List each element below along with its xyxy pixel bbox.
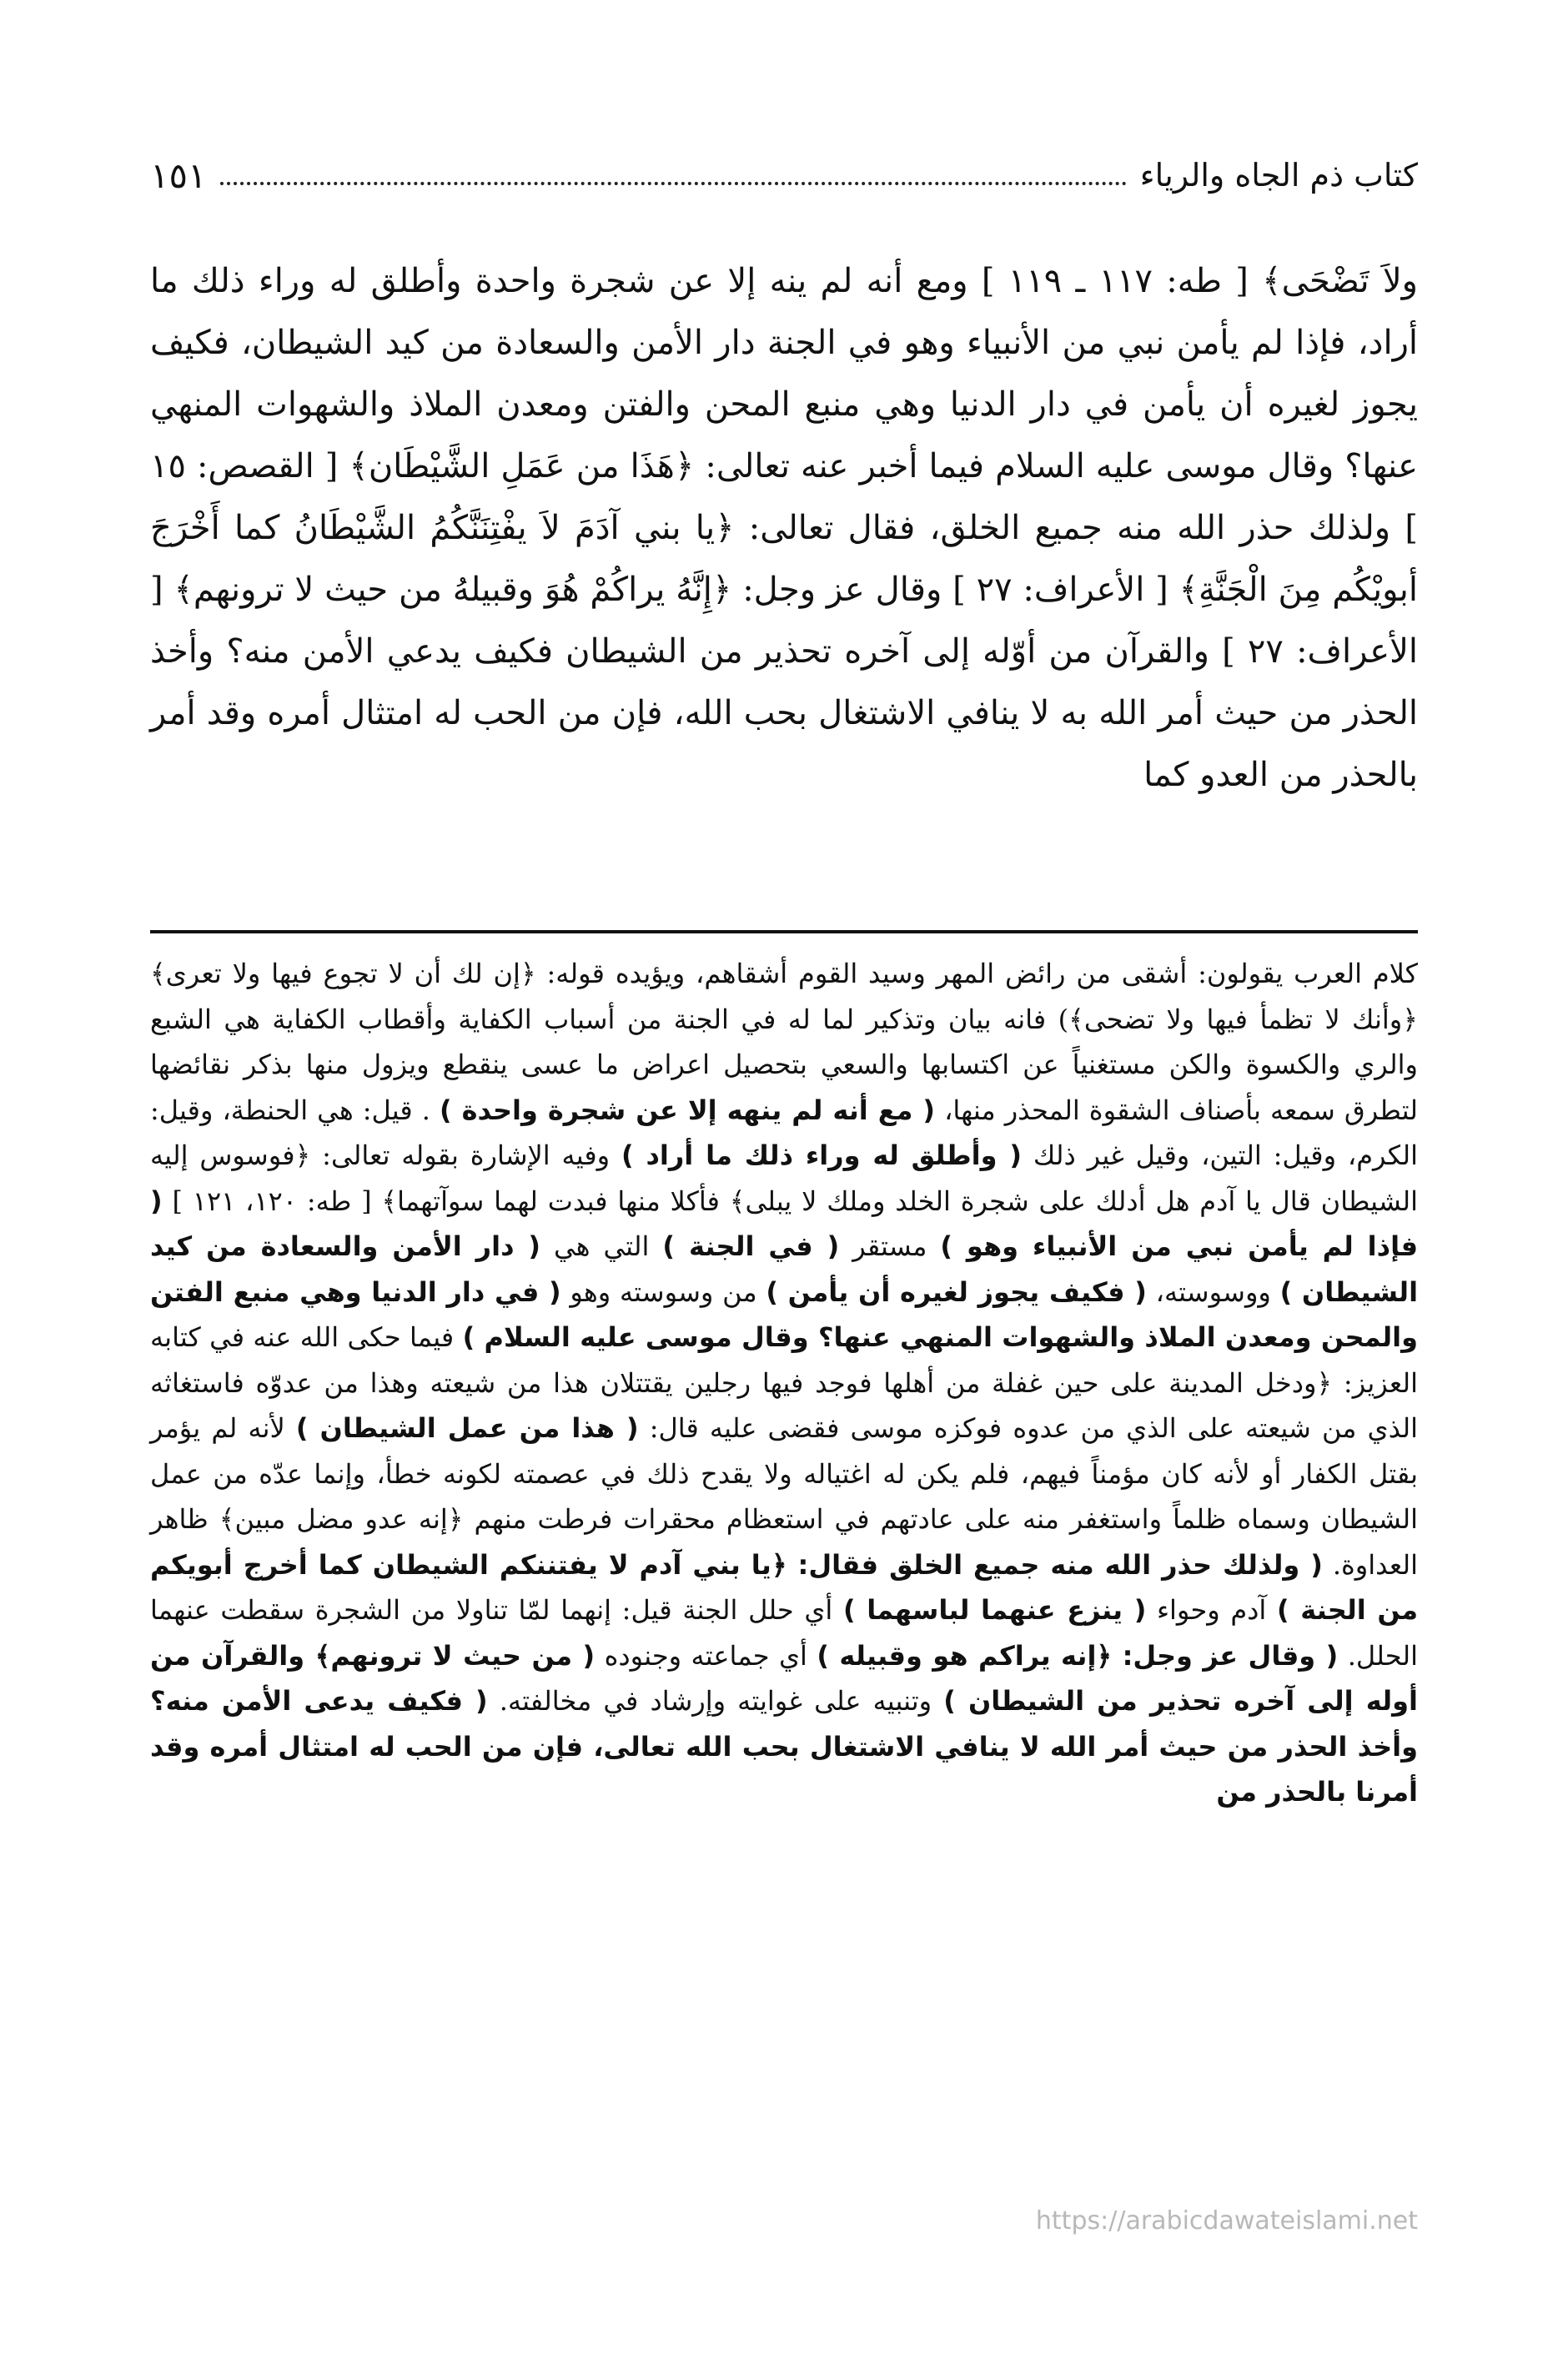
footnote-separator (150, 930, 1418, 933)
quoted-text-segment: ( وأطلق له وراء ذلك ما أراد ) (621, 1139, 1022, 1171)
quoted-text-segment: ( في دار الدنيا وهي منبع الفتن والمحن ومعدن الملاذ والشهوات المنهي عنها؟ وقال موسى عليه السلام ) (150, 1275, 1419, 1353)
quoted-text-segment: ( ينزع عنهما لباسهما ) (843, 1594, 1147, 1626)
quoted-text-segment: ( هذا من عمل الشيطان ) (295, 1412, 639, 1444)
quoted-text-segment: ( ولذلك حذر الله منه جميع الخلق فقال: ﴿يا بني آدم لا يفتننكم الشيطان كما أخرج أبويكم من الجنة ) (150, 1548, 1419, 1626)
quoted-text-segment: ( فإذا لم يأمن نبي من الأنبياء وهو ) (150, 1185, 1419, 1262)
quoted-text-segment: ( فكيف يجوز لغيره أن يأمن ) (766, 1275, 1147, 1308)
commentary-text-segment: التي هي (540, 1230, 663, 1262)
commentary-text-segment: وتنبيه على غوايته وإرشاد في مخالفته. (487, 1685, 944, 1717)
watermark-url: https://arabicdawateislami.net (1035, 2206, 1418, 2236)
commentary-text-segment: مستقر (839, 1230, 941, 1262)
quoted-text-segment: ( من حيث لا ترونهم﴾ والقرآن من أوله إلى آخره تحذير من الشيطان ) (150, 1639, 1419, 1717)
commentary-text-segment: ووسوسته، (1146, 1275, 1280, 1308)
commentary-text-segment: فيما حكى الله عنه في كتابه العزيز: ﴿ودخل المدينة على حين غفلة من أهلها فوجد فيها رجلين يقتتلان هذا من شيعته وهذا من عدوّه فاستغاثه الذي من شيعته على الذي من عدوه فوكزه موسى فقضى عليه قال: (150, 1321, 1419, 1444)
commentary-block (150, 951, 1418, 1815)
commentary-text-segment: من وسوسته وهو (560, 1275, 766, 1308)
quoted-text-segment: ( وقال عز وجل: ﴿إنه يراكم هو وقبيله ) (817, 1639, 1339, 1672)
main-text-block (150, 250, 1418, 806)
commentary-paragraph (150, 951, 1418, 1815)
page-number: ١٥١ (150, 154, 207, 196)
commentary-text-segment: . قيل: هي الحنطة، وقيل: الكرم، وقيل: التين، وقيل غير ذلك (150, 1094, 1419, 1171)
main-paragraph: ولاَ تَضْحَى﴾ [ طه: ١١٧ ـ ١١٩ ] ومع أنه لم ينه إلا عن شجرة واحدة وأطلق له وراء ذلك ما أراد، فإذا لم يأمن نبي من الأنبياء وهو في الجنة دار الأمن والسعادة من كيد الشيطان، فكيف يجوز لغيره أن يأمن في دار الدنيا وهي منبع المحن والفتن ومعدن الملاذ والشهوات المنهي عنها؟ وقال موسى عليه السلام فيما أخبر عنه تعالى: ﴿هَذَا من عَمَلِ الشَّيْطَان﴾ [ القصص: ١٥ ] ولذلك حذر الله منه جميع الخلق، فقال تعالى: ﴿يا بني آدَمَ لاَ يفْتِنَنَّكُمُ الشَّيْطَانُ كما أَخْرَجَ أبويْكُم مِنَ الْجَنَّةِ﴾ [ الأعراف: ٢٧ ] وقال عز وجل: ﴿إِنَّهُ يراكُمْ هُوَ وقبيلهُ من حيث لا ترونهم﴾ [ الأعراف: ٢٧ ] والقرآن من أوّله إلى آخره تحذير من الشيطان فكيف يدعي الأمن منه؟ وأخذ الحذر من حيث أمر الله به لا ينافي الاشتغال بحب الله، فإن من الحب له امتثال أمره وقد أمر بالحذر من العدو كما (150, 262, 1418, 794)
quoted-text-segment: ( مع أنه لم ينهه إلا عن شجرة واحدة ) (439, 1094, 936, 1126)
commentary-text-segment: وفيه الإشارة بقوله تعالى: ﴿فوسوس إليه الشيطان قال يا آدم هل أدلك على شجرة الخلد وملك لا يبلى﴾ فأكلا منها فبدت لهما سوآتهما﴾ [ طه: ١٢٠، ١٢١ ] (150, 1139, 1418, 1217)
quoted-text-segment: ( فكيف يدعى الأمن منه؟ وأخذ الحذر من حيث أمر الله لا ينافي الاشتغال بحب الله تعالى، فإن من الحب له امتثال أمره وقد أمرنا بالحذر من (150, 1685, 1418, 1808)
quoted-text-segment: ( دار الأمن والسعادة من كيد الشيطان ) (150, 1230, 1419, 1308)
leader-dots (220, 182, 1127, 185)
commentary-text-segment: كلام العرب يقولون: أشقى من رائض المهر وسيد القوم أشقاهم، ويؤيده قوله: ﴿إن لك أن لا تجوع فيها ولا تعرى﴾ ﴿وأنك لا تظمأ فيها ولا تضحى﴾) فانه بيان وتذكير لما له في الجنة من أسباب الكفاية وأقطاب الكفاية هي الشبع والري والكسوة والكن مستغنياً عن اكتسابها والسعي بتحصيل اعراض ما عسى ينقطع ويزول منها بذكر نقائضها لتطرق سمعه بأصناف الشقوة المحذر منها، (150, 958, 1419, 1126)
commentary-text-segment: أي جماعته وجنوده (595, 1639, 817, 1672)
quoted-text-segment: ( في الجنة ) (662, 1230, 840, 1262)
commentary-text-segment: لأنه لم يؤمر بقتل الكفار أو لأنه كان مؤمناً فيهم، فلم يكن له اغتياله ولا يقدح ذلك في عصمته لكونه خطأ، وإنما عدّه من عمل الشيطان وسماه ظلماً واستغفر منه على عادتهم في استعظام محقرات فرطت منهم ﴿إنه عدو مضل مبين﴾ ظاهر العداوة. (150, 1412, 1419, 1581)
commentary-text-segment: أي حلل الجنة قيل: إنهما لمّا تناولا من الشجرة سقطت عنهما الحلل. (150, 1594, 1419, 1672)
running-header (150, 142, 1418, 209)
commentary-text-segment: آدم وحواء (1146, 1594, 1277, 1626)
chapter-title: كتاب ذم الجاه والرياء (1139, 157, 1418, 194)
